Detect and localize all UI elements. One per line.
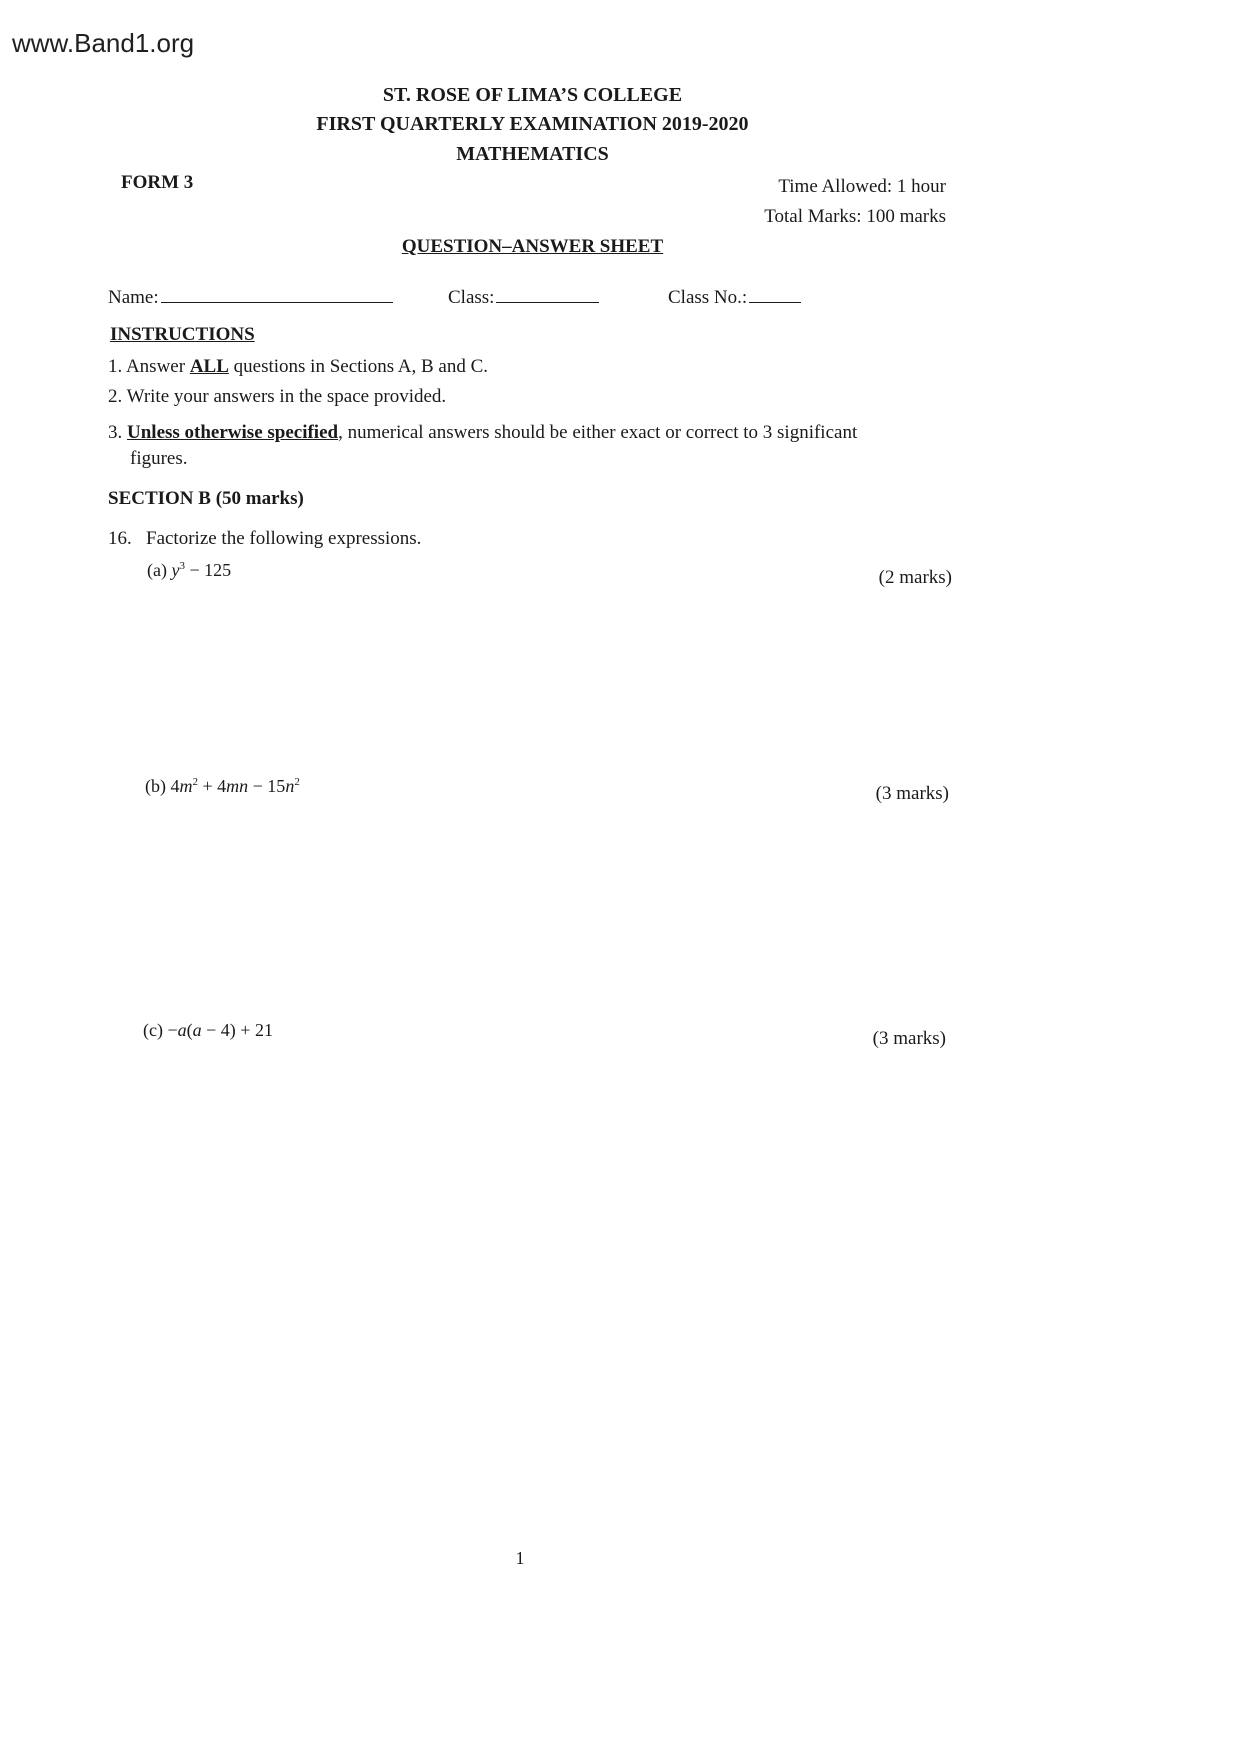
part-c-minus: − <box>167 1020 178 1040</box>
class-no-label: Class No.: <box>668 287 748 308</box>
part-c-rest: − 4) + 21 <box>201 1020 273 1040</box>
exam-title: FIRST QUARTERLY EXAMINATION 2019-2020 <box>316 113 749 135</box>
instruction-3-emphasis: Unless otherwise specified <box>127 422 339 443</box>
form-label: FORM 3 <box>121 172 194 193</box>
part-c-var-a2: a <box>192 1020 202 1040</box>
part-b-expression <box>145 776 300 797</box>
instruction-3-prefix: 3. <box>108 422 127 443</box>
instruction-1-suffix: questions in Sections A, B and C. <box>228 356 489 377</box>
class-field[interactable] <box>448 286 599 309</box>
total-marks: Total Marks: 100 marks <box>764 206 946 227</box>
part-a-expression <box>147 560 231 581</box>
instruction-1-prefix: 1. Answer <box>108 356 190 377</box>
instructions-heading: INSTRUCTIONS <box>110 324 255 345</box>
part-b-exp-2: 2 <box>294 776 300 788</box>
name-label: Name: <box>108 287 159 308</box>
part-b-coef-2: + 4 <box>198 776 227 796</box>
page-number: 1 <box>515 1548 525 1568</box>
part-b-var-m: m <box>179 776 193 796</box>
section-title: SECTION B (50 marks) <box>108 488 304 509</box>
part-a-var: y <box>171 560 180 580</box>
name-field[interactable] <box>108 286 393 309</box>
part-b-var-mn: mn <box>226 776 249 796</box>
instruction-3-continuation: figures. <box>130 448 188 469</box>
class-no-blank[interactable] <box>749 286 801 303</box>
part-b-coef-3: − 15 <box>248 776 286 796</box>
class-label: Class: <box>448 287 495 308</box>
subject-title: MATHEMATICS <box>456 143 609 165</box>
name-blank[interactable] <box>161 286 393 303</box>
part-a-label: (a) <box>147 560 167 580</box>
class-no-field[interactable] <box>668 286 801 309</box>
sheet-title: QUESTION–ANSWER SHEET <box>401 236 664 257</box>
instruction-2: 2. Write your answers in the space provided. <box>108 386 447 407</box>
part-a-exponent: 3 <box>179 560 185 572</box>
part-c-label: (c) <box>143 1020 163 1040</box>
part-b-label: (b) <box>145 776 166 796</box>
part-c-expression <box>143 1020 273 1041</box>
question-16: 16. Factorize the following expressions. <box>108 528 422 549</box>
part-b-var-n: n <box>285 776 295 796</box>
part-b-exp-1: 2 <box>192 776 198 788</box>
time-allowed: Time Allowed: 1 hour <box>778 176 946 197</box>
part-c-var-a: a <box>177 1020 187 1040</box>
instruction-3 <box>108 420 960 472</box>
school-name: ST. ROSE OF LIMA’S COLLEGE <box>382 84 683 106</box>
watermark-url: www.Band1.org <box>12 28 195 58</box>
part-b-coef-1: 4 <box>170 776 180 796</box>
part-c-marks: (3 marks) <box>872 1028 946 1049</box>
instruction-1 <box>108 356 488 378</box>
class-blank[interactable] <box>496 286 599 303</box>
instruction-3-suffix: , numerical answers should be either exact or correct to 3 significant <box>338 422 858 443</box>
part-b-marks: (3 marks) <box>875 783 949 804</box>
part-a-marks: (2 marks) <box>878 567 952 588</box>
part-a-rest: − 125 <box>184 560 232 580</box>
instruction-1-emphasis: ALL <box>189 356 229 377</box>
part-c-paren: ( <box>186 1020 193 1040</box>
